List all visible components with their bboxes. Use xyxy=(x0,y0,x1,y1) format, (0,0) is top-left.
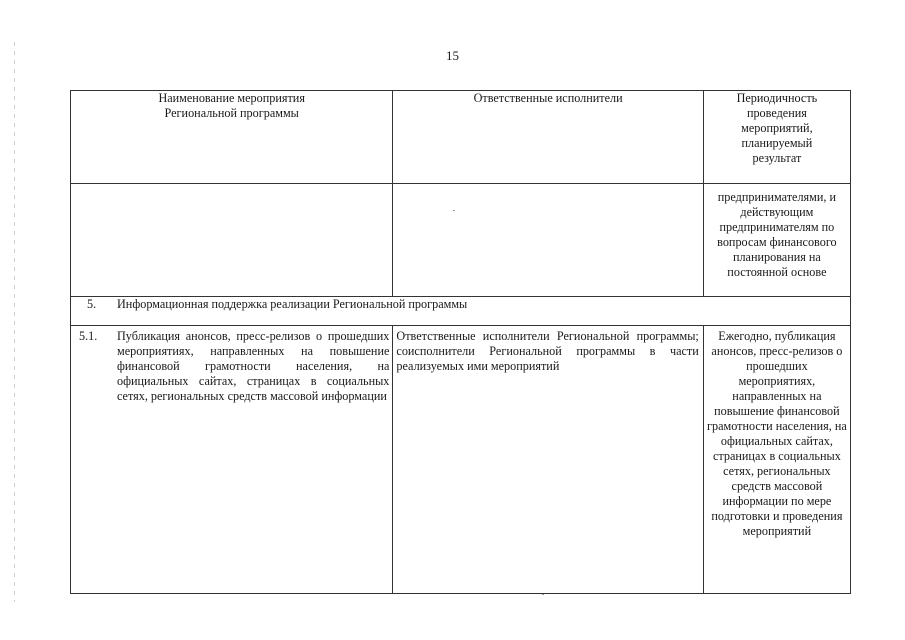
table-header-row xyxy=(71,91,851,184)
scan-speck xyxy=(453,210,455,211)
header-responsible-text: Ответственные исполнители xyxy=(473,91,623,105)
header-periodicity xyxy=(703,91,850,184)
section-row xyxy=(71,297,851,326)
scan-speck xyxy=(542,594,544,595)
page-number: 15 xyxy=(446,48,459,63)
continuation-result-text: предпринимателями, и действующим предпринимателям по вопросам финансового планирования на постоянной основе xyxy=(717,190,837,279)
program-table xyxy=(70,90,851,594)
continuation-cell-result xyxy=(703,184,850,297)
header-activity-name-text: Наименование мероприятия Региональной программы xyxy=(158,91,305,120)
section-number: 5. xyxy=(87,297,97,311)
row-5-1-name-cell xyxy=(71,326,393,594)
header-periodicity-text: Периодичность проведения мероприятий, планируемый результат xyxy=(736,91,818,165)
scan-margin-dots xyxy=(14,42,16,602)
row-5-1-result-cell xyxy=(703,326,850,594)
continuation-cell-responsible xyxy=(393,184,703,297)
section-title: Информационная поддержка реализации Региональной программы xyxy=(117,297,468,311)
header-activity-name xyxy=(71,91,393,184)
row-5-1-name: Публикация анонсов, пресс-релизов о прошедших мероприятиях, направленных на повышение финансовой грамотности населения, на официальных сайтах, страницах в социальных сетях, региональных средств массовой информации xyxy=(117,329,390,403)
table-row xyxy=(71,184,851,297)
row-5-1-number: 5.1. xyxy=(79,329,98,343)
section-cell xyxy=(71,297,851,326)
row-5-1-responsible-line2: соисполнители Региональной программы в части реализуемых ими мероприятий xyxy=(396,344,699,373)
header-responsible xyxy=(393,91,703,184)
row-5-1-responsible-cell xyxy=(393,326,703,594)
row-5-1-result: Ежегодно, публикация анонсов, пресс-релизов о прошедших мероприятиях, направленных на повышение финансовой грамотности населения, на официальных сайтах, страницах в социальных сетях, региональных средств массовой информации по мере подготовки и проведения мероприятий xyxy=(707,329,847,538)
continuation-cell-name xyxy=(71,184,393,297)
row-5-1-responsible-line1: Ответственные исполнители Региональной программы; xyxy=(396,329,699,343)
table-row xyxy=(71,326,851,594)
